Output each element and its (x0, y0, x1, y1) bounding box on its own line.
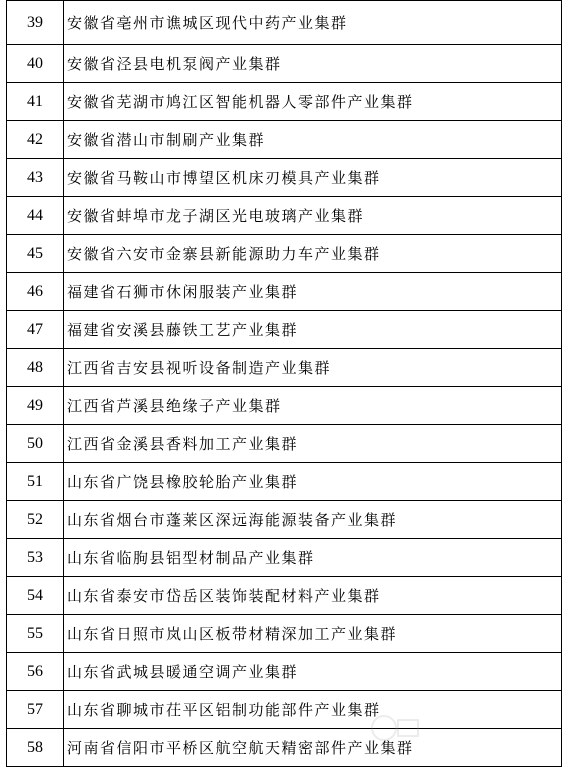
cluster-name: 山东省武城县暖通空调产业集群 (64, 653, 562, 691)
cluster-name: 山东省泰安市岱岳区装饰装配材料产业集群 (64, 577, 562, 615)
row-number: 41 (7, 83, 64, 121)
cluster-name: 山东省广饶县橡胶轮胎产业集群 (64, 463, 562, 501)
table-row (7, 463, 562, 501)
row-number: 46 (7, 273, 64, 311)
table-row (7, 197, 562, 235)
table-row (7, 159, 562, 197)
table-row (7, 83, 562, 121)
row-number: 51 (7, 463, 64, 501)
table-row (7, 1, 562, 45)
cluster-name: 安徽省亳州市谯城区现代中药产业集群 (64, 1, 562, 45)
table-row (7, 235, 562, 273)
table-row (7, 615, 562, 653)
table-row (7, 121, 562, 159)
row-number: 44 (7, 197, 64, 235)
row-number: 43 (7, 159, 64, 197)
table-row (7, 273, 562, 311)
row-number: 48 (7, 349, 64, 387)
row-number: 58 (7, 729, 64, 767)
table-row (7, 311, 562, 349)
cluster-name: 江西省金溪县香料加工产业集群 (64, 425, 562, 463)
cluster-name: 山东省聊城市茌平区铝制功能部件产业集群 (64, 691, 562, 729)
table-row (7, 539, 562, 577)
table-row (7, 425, 562, 463)
row-number: 50 (7, 425, 64, 463)
row-number: 47 (7, 311, 64, 349)
table-row (7, 45, 562, 83)
row-number: 49 (7, 387, 64, 425)
watermark-icon (364, 708, 424, 748)
cluster-name: 安徽省泾县电机泵阀产业集群 (64, 45, 562, 83)
table-row (7, 387, 562, 425)
cluster-name: 江西省吉安县视听设备制造产业集群 (64, 349, 562, 387)
cluster-name: 山东省日照市岚山区板带材精深加工产业集群 (64, 615, 562, 653)
cluster-name: 福建省石狮市休闲服装产业集群 (64, 273, 562, 311)
table-row (7, 349, 562, 387)
cluster-name: 安徽省六安市金寨县新能源助力车产业集群 (64, 235, 562, 273)
row-number: 55 (7, 615, 64, 653)
row-number: 56 (7, 653, 64, 691)
row-number: 52 (7, 501, 64, 539)
row-number: 42 (7, 121, 64, 159)
row-number: 57 (7, 691, 64, 729)
cluster-name: 安徽省蚌埠市龙子湖区光电玻璃产业集群 (64, 197, 562, 235)
table-row (7, 653, 562, 691)
row-number: 39 (7, 1, 64, 45)
row-number: 54 (7, 577, 64, 615)
row-number: 45 (7, 235, 64, 273)
table-row (7, 501, 562, 539)
cluster-name: 安徽省芜湖市鸠江区智能机器人零部件产业集群 (64, 83, 562, 121)
table-body (7, 1, 562, 767)
row-number: 53 (7, 539, 64, 577)
cluster-name: 安徽省潜山市制刷产业集群 (64, 121, 562, 159)
cluster-name: 福建省安溪县藤铁工艺产业集群 (64, 311, 562, 349)
cluster-name: 河南省信阳市平桥区航空航天精密部件产业集群 (64, 729, 562, 767)
cluster-name: 江西省芦溪县绝缘子产业集群 (64, 387, 562, 425)
cluster-list-table (6, 0, 562, 767)
table-row (7, 729, 562, 767)
cluster-name: 山东省烟台市蓬莱区深远海能源装备产业集群 (64, 501, 562, 539)
row-number: 40 (7, 45, 64, 83)
table-row (7, 691, 562, 729)
table-row (7, 577, 562, 615)
cluster-name: 山东省临朐县铝型材制品产业集群 (64, 539, 562, 577)
cluster-name: 安徽省马鞍山市博望区机床刃模具产业集群 (64, 159, 562, 197)
